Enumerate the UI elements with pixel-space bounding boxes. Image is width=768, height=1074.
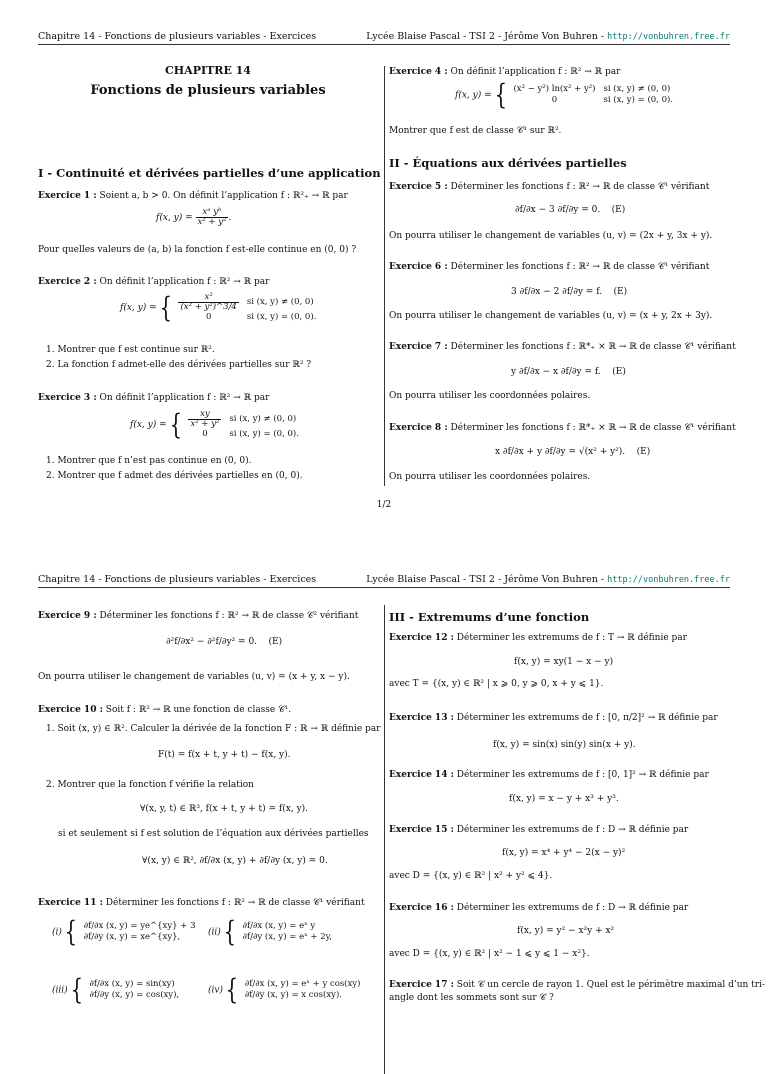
exercise-5-hint: On pourra utiliser le changement de variables (u, v) = (2x + y, 3x + y). xyxy=(389,231,713,241)
exercise-7-equation: y ∂f/∂x − x ∂f/∂y = f. (E) xyxy=(511,367,626,377)
exercise-12-statement: Exercice 12 : Déterminer les extremums de f : T → ℝ définie par xyxy=(389,633,687,643)
exercise-1-statement: Exercice 1 : Soient a, b > 0. On définit l’application f : ℝ²₊ → ℝ par xyxy=(38,191,348,201)
exercise-10-question-2: 2. Montrer que la fonction f vérifie la relation xyxy=(46,780,254,790)
exercise-4-formula: f(x, y) ={ (x² − y²) ln(x² + y²) si (x, y) ≠ (0, 0) 0 si (x, y) = (0, 0). xyxy=(455,78,674,111)
exercise-17-statement: Exercice 17 : Soit 𝒞 un cercle de rayon 1. Quel est le périmètre maximal d’un tri- xyxy=(389,980,765,990)
exercise-2-formula: f(x, y) ={ $\frac{\text{x²}}{\text{(x² + y²)\textasciicircum{}3/4}}$ si (x, y) ≠ (0, 0) 0 si (x, y) = (0, 0). xyxy=(120,290,317,324)
exercise-4-question: Montrer que f est de classe 𝒞¹ sur ℝ². xyxy=(389,126,562,136)
page-2 xyxy=(0,562,768,1074)
column-divider xyxy=(384,66,385,486)
chapter-label: CHAPITRE 14 xyxy=(165,64,251,77)
exercise-10-question-1: 1. Soit (x, y) ∈ ℝ². Calculer la dérivée de la fonction F : ℝ → ℝ définie par xyxy=(46,724,381,734)
exercise-10-question-3: si et seulement si f est solution de l’équation aux dérivées partielles xyxy=(58,829,369,839)
exercise-10-equation-3: ∀(x, y) ∈ ℝ², ∂f/∂x (x, y) + ∂f/∂y (x, y) = 0. xyxy=(142,856,328,866)
exercise-5-equation: ∂f/∂x − 3 ∂f/∂y = 0. (E) xyxy=(515,205,626,215)
exercise-13-statement: Exercice 13 : Déterminer les extremums de f : [0, π/2]² → ℝ définie par xyxy=(389,713,718,723)
page-number: 1/2 xyxy=(376,500,392,510)
exercise-12-domain: avec T = {(x, y) ∈ ℝ² | x ⩾ 0, y ⩾ 0, x + y ⩽ 1}. xyxy=(389,679,604,689)
exercise-7-hint: On pourra utiliser les coordonnées polaires. xyxy=(389,391,591,401)
header-url-link[interactable]: http://vonbuhren.free.fr xyxy=(607,575,730,585)
exercise-2-question-2: 2. La fonction f admet-elle des dérivées partielles sur ℝ² ? xyxy=(46,360,312,370)
header-left: Chapitre 14 - Fonctions de plusieurs variables - Exercices xyxy=(38,31,317,42)
header-left: Chapitre 14 - Fonctions de plusieurs variables - Exercices xyxy=(38,574,317,585)
exercise-10-statement: Exercice 10 : Soit f : ℝ² → ℝ une fonction de classe 𝒞¹. xyxy=(38,705,292,715)
exercise-8-statement: Exercice 8 : Déterminer les fonctions f : ℝ*₊ × ℝ → ℝ de classe 𝒞¹ vérifiant xyxy=(389,423,736,433)
exercise-3-statement: Exercice 3 : On définit l’application f : ℝ² → ℝ par xyxy=(38,393,270,403)
exercise-3-question-1: 1. Montrer que f n’est pas continue en (0, 0). xyxy=(46,456,252,466)
page-gap xyxy=(0,512,768,562)
exercise-7-statement: Exercice 7 : Déterminer les fonctions f : ℝ*₊ × ℝ → ℝ de classe 𝒞¹ vérifiant xyxy=(389,342,736,352)
exercise-11-system-4: (iv){ ∂f/∂x (x, y) = eˣ + y cos(xy) ∂f/∂y (x, y) = x cos(xy). xyxy=(208,973,361,1006)
exercise-11-system-3: (iii){ ∂f/∂x (x, y) = sin(xy) ∂f/∂y (x, y) = cos(xy), xyxy=(52,973,180,1006)
exercise-11-statement: Exercice 11 : Déterminer les fonctions f : ℝ² → ℝ de classe 𝒞¹ vérifiant xyxy=(38,898,365,908)
page-1 xyxy=(0,0,768,512)
exercise-1-formula: f(x, y) = $\frac{\text{xᵃ yᵇ}}{\text{x² + y²}}$ . xyxy=(156,207,232,227)
section-title-2: II - Équations aux dérivées partielles xyxy=(389,156,627,170)
exercise-9-statement: Exercice 9 : Déterminer les fonctions f : ℝ² → ℝ de classe 𝒞² vérifiant xyxy=(38,611,359,621)
exercise-6-hint: On pourra utiliser le changement de variables (u, v) = (x + y, 2x + 3y). xyxy=(389,311,713,321)
exercise-12-equation: f(x, y) = xy(1 − x − y) xyxy=(514,657,614,667)
exercise-16-equation: f(x, y) = y² − x²y + x² xyxy=(517,926,615,936)
exercise-16-domain: avec D = {(x, y) ∈ ℝ² | x² − 1 ⩽ y ⩽ 1 − x²}. xyxy=(389,949,590,959)
exercise-13-equation: f(x, y) = sin(x) sin(y) sin(x + y). xyxy=(493,740,636,750)
exercise-17-statement-cont: angle dont les sommets sont sur 𝒞 ? xyxy=(389,993,554,1003)
header-right: Lycée Blaise Pascal - TSI 2 - Jérôme Von Buhren - xyxy=(366,31,608,42)
exercise-14-statement: Exercice 14 : Déterminer les extremums de f : [0, 1]² → ℝ définie par xyxy=(389,770,709,780)
exercise-9-equation: ∂²f/∂x² − ∂²f/∂y² = 0. (E) xyxy=(166,637,283,647)
exercise-2-question-1: 1. Montrer que f est continue sur ℝ². xyxy=(46,345,215,355)
exercise-15-equation: f(x, y) = x⁴ + y⁴ − 2(x − y)² xyxy=(502,848,626,858)
exercise-14-equation: f(x, y) = x − y + x³ + y³. xyxy=(509,794,619,804)
column-divider xyxy=(384,605,385,1074)
exercise-4-statement: Exercice 4 : On définit l’application f : ℝ² → ℝ par xyxy=(389,67,621,77)
exercise-6-statement: Exercice 6 : Déterminer les fonctions f : ℝ² → ℝ de classe 𝒞¹ vérifiant xyxy=(389,262,710,272)
exercise-16-statement: Exercice 16 : Déterminer les extremums de f : D → ℝ définie par xyxy=(389,903,689,913)
exercise-15-statement: Exercice 15 : Déterminer les extremums de f : D → ℝ définie par xyxy=(389,825,689,835)
exercise-8-equation: x ∂f/∂x + y ∂f/∂y = √(x² + y²). (E) xyxy=(495,447,651,457)
exercise-10-equation-2: ∀(x, y, t) ∈ ℝ³, f(x + t, y + t) = f(x, y). xyxy=(140,804,309,814)
header-url-link[interactable]: http://vonbuhren.free.fr xyxy=(607,32,730,42)
section-title-1: I - Continuité et dérivées partielles d’une application xyxy=(38,166,381,180)
exercise-3-formula: f(x, y) ={ $\frac{xy}{\text{x² + y²}}$ si (x, y) ≠ (0, 0) 0 si (x, y) = (0, 0). xyxy=(130,407,299,441)
exercise-11-system-2: (ii){ ∂f/∂x (x, y) = eˣ y ∂f/∂y (x, y) = eˣ + 2y, xyxy=(208,915,333,948)
header-right: Lycée Blaise Pascal - TSI 2 - Jérôme Von Buhren - xyxy=(366,574,608,585)
exercise-10-equation-1: F(t) = f(x + t, y + t) − f(x, y). xyxy=(158,750,291,760)
exercise-1-question: Pour quelles valeurs de (a, b) la fonction f est-elle continue en (0, 0) ? xyxy=(38,245,357,255)
exercise-6-equation: 3 ∂f/∂x − 2 ∂f/∂y = f. (E) xyxy=(511,287,628,297)
exercise-3-question-2: 2. Montrer que f admet des dérivées partielles en (0, 0). xyxy=(46,471,303,481)
exercise-2-statement: Exercice 2 : On définit l’application f : ℝ² → ℝ par xyxy=(38,277,270,287)
exercise-15-domain: avec D = {(x, y) ∈ ℝ² | x² + y² ⩽ 4}. xyxy=(389,871,553,881)
exercise-11-system-1: (i){ ∂f/∂x (x, y) = ye^{xy} + 3 ∂f/∂y (x, y) = xe^{xy}, xyxy=(52,915,196,948)
exercise-9-hint: On pourra utiliser le changement de variables (u, v) = (x + y, x − y). xyxy=(38,672,350,682)
chapter-title: Fonctions de plusieurs variables xyxy=(90,83,326,98)
exercise-5-statement: Exercice 5 : Déterminer les fonctions f : ℝ² → ℝ de classe 𝒞¹ vérifiant xyxy=(389,182,710,192)
section-title-3: III - Extremums d’une fonction xyxy=(389,610,590,624)
exercise-8-hint: On pourra utiliser les coordonnées polaires. xyxy=(389,472,591,482)
